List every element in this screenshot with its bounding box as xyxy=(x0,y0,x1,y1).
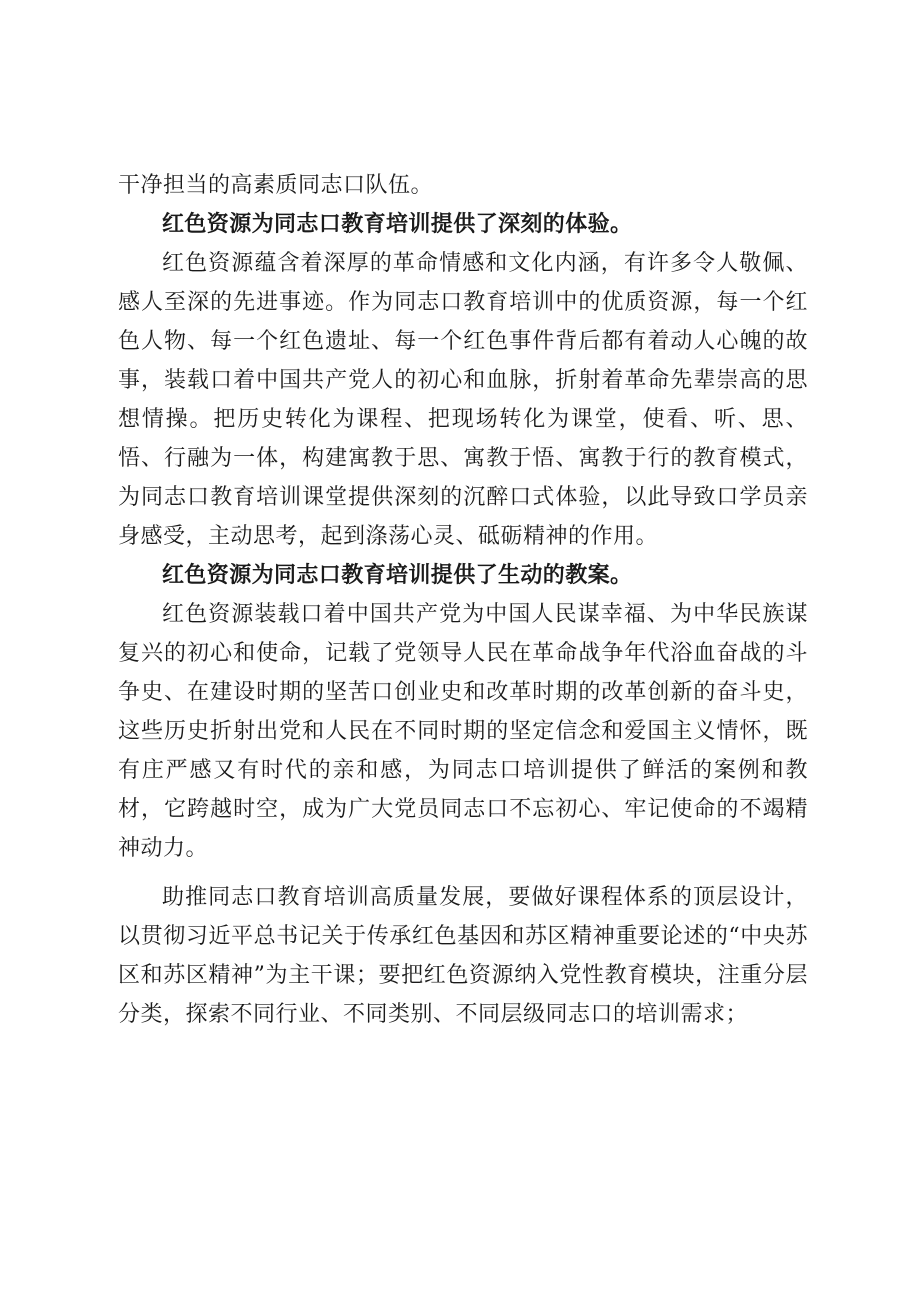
document-body xyxy=(118,166,808,1034)
section-heading-experience: 红色资源为同志口教育培训提供了深刻的体验。 xyxy=(162,212,633,237)
paragraph-experience: 红色资源蕴含着深厚的革命情感和文化内涵，有许多令人敬佩、感人至深的先进事迹。作为同志口教育培训中的优质资源，每一个红色人物、每一个红色遗址、每一个红色事件背后都有着动人心魄的故事，装载口着中国共产党人的初心和血脉，折射着革命先辈崇高的思想情操。把历史转化为课程、把现场转化为课堂，使看、听、思、悟、行融为一体，构建寓教于思、寓教于悟、寓教于行的教育模式，为同志口教育培训课堂提供深刻的沉醉口式体验，以此导致口学员亲身感受，主动思考，起到涤荡心灵、砥砺精神的作用。 xyxy=(118,251,808,549)
paragraph-teaching-plan: 红色资源装载口着中国共产党为中国人民谋幸福、为中华民族谋复兴的初心和使命，记载了党领导人民在革命战争年代浴血奋战的斗争史、在建设时期的坚苦口创业史和改革时期的改革创新的奋斗史，这些历史折射出党和人民在不同时期的坚定信念和爱国主义情怀，既有庄严感又有时代的亲和感，为同志口培训提供了鲜活的案例和教材，它跨越时空，成为广大党员同志口不忘初心、牢记使命的不竭精神动力。 xyxy=(118,602,808,861)
section-heading-teaching-plan: 红色资源为同志口教育培训提供了生动的教案。 xyxy=(162,563,633,588)
paragraph-high-quality-development: 助推同志口教育培训高质量发展，要做好课程体系的顶层设计，以贯彻习近平总书记关于传承红色基因和苏区精神重要论述的“中央苏区和苏区精神”为主干课；要把红色资源纳入党性教育模块，注重分层分类，探索不同行业、不同类别、不同层级同志口的培训需求； xyxy=(118,885,808,1027)
paragraph-continuation: 干净担当的高素质同志口队伍。 xyxy=(118,173,434,198)
